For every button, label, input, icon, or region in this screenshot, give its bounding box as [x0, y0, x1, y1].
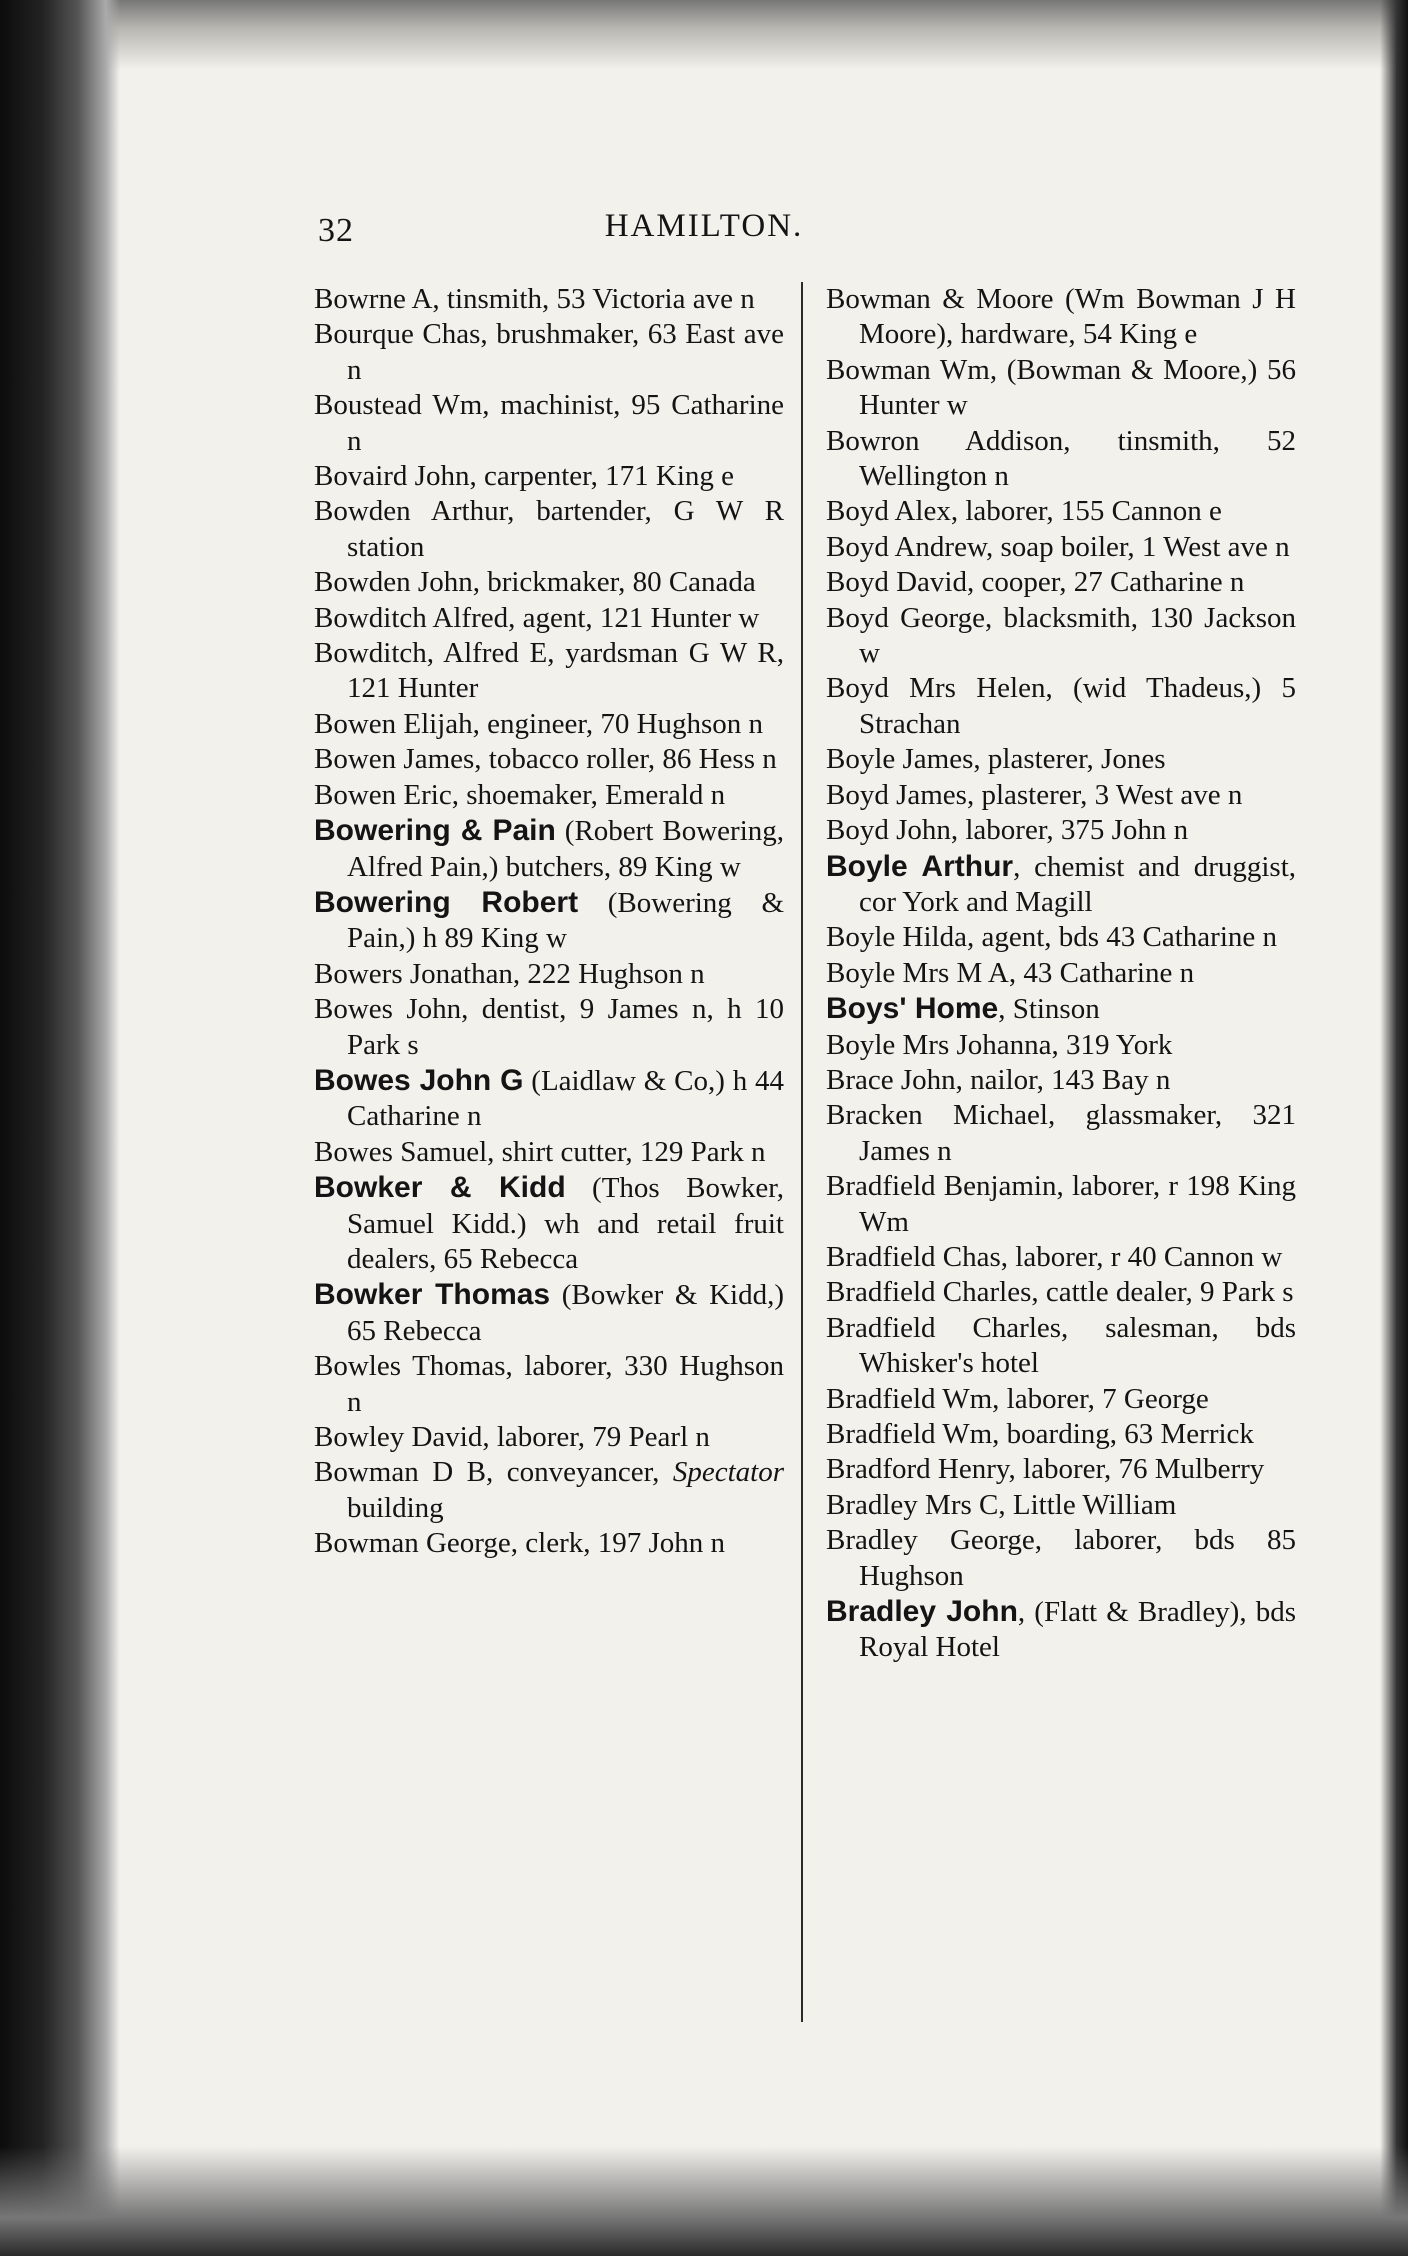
directory-entry [314, 1420, 784, 1455]
running-head: HAMILTON. [604, 208, 804, 244]
entry-text: Bowditch Alfred, agent, 121 Hunter w [314, 601, 760, 634]
directory-entry [314, 317, 784, 388]
entry-text: Boustead Wm, machinist, 95 Catharine n [314, 389, 784, 457]
entry-text: Bowen Eric, shoemaker, Emerald n [314, 778, 726, 811]
entry-text: Bradfield Charles, salesman, bds Whisker's hotel [826, 1311, 1296, 1380]
entry-text: Boyd Alex, laborer, 155 Cannon e [826, 495, 1222, 528]
directory-entry [826, 1417, 1296, 1452]
directory-entry [314, 565, 784, 600]
directory-entry [314, 282, 784, 317]
entry-text: Bradfield Chas, laborer, r 40 Cannon w [826, 1240, 1283, 1273]
entry-name-bold: Boys' Home [826, 992, 999, 1026]
directory-entry [826, 1523, 1296, 1594]
entry-text: , Stinson [998, 993, 1100, 1026]
entry-text: Bowles Thomas, laborer, 330 Hughson n [314, 1350, 784, 1418]
directory-entry [826, 530, 1296, 565]
scan-left-edge [0, 0, 120, 2256]
entry-text-italic: Spectator [672, 1456, 784, 1489]
directory-entry [826, 813, 1296, 848]
entry-text: Bradley Mrs C, Little William [826, 1488, 1177, 1521]
entry-text: Boyd John, laborer, 375 John n [826, 814, 1189, 847]
entry-name-bold: Bowering & Pain [314, 814, 556, 848]
entry-text: Bowes John, dentist, 9 James n, h 10 Park s [314, 993, 784, 1061]
entry-text: Bracken Michael, glassmaker, 321 James n [826, 1099, 1296, 1167]
scan-bottom-edge [0, 2146, 1408, 2256]
entry-text: Bowman George, clerk, 197 John n [314, 1527, 726, 1560]
directory-entry [826, 1452, 1296, 1487]
directory-entry [314, 459, 784, 494]
entry-text: Bowron Addison, tinsmith, 52 Wellington n [826, 424, 1296, 493]
directory-entry [314, 957, 784, 992]
directory-entry [826, 778, 1296, 813]
directory-entry [826, 742, 1296, 777]
directory-entry [314, 601, 784, 636]
directory-entry [314, 494, 784, 565]
entry-text: Boyle Hilda, agent, bds 43 Catharine n [826, 921, 1278, 954]
entry-text: Bourque Chas, brushmaker, 63 East ave n [314, 318, 784, 386]
directory-entry [826, 353, 1296, 424]
entry-text: Boyd James, plasterer, 3 West ave n [826, 778, 1243, 811]
directory-entry [314, 636, 784, 707]
directory-entry [314, 1063, 784, 1135]
entry-text: Boyd David, cooper, 27 Catharine n [826, 566, 1245, 599]
directory-entry [826, 424, 1296, 495]
entry-text: Boyle James, plasterer, Jones [826, 743, 1166, 776]
entry-text: (Robert Bowering, Alfred Pain,) butchers, 89 King w [347, 815, 784, 883]
directory-entry [826, 1028, 1296, 1063]
entry-text: Bradfield Wm, boarding, 63 Merrick [826, 1418, 1254, 1450]
directory-entry [826, 849, 1296, 921]
directory-entry [826, 282, 1296, 353]
directory-entry [826, 1275, 1296, 1310]
entry-text: Bowden Arthur, bartender, G W R station [314, 495, 784, 563]
directory-entry [314, 742, 784, 777]
directory-entry [826, 601, 1296, 672]
directory-entry [314, 992, 784, 1063]
scan-right-edge [1380, 0, 1408, 2256]
entry-text: Bradfield Benjamin, laborer, r 198 King Wm [826, 1170, 1296, 1238]
directory-entry [826, 1240, 1296, 1275]
entry-text: Bowden John, brickmaker, 80 Canada [314, 566, 756, 599]
entry-text: Bowen Elijah, engineer, 70 Hughson n [314, 707, 764, 740]
entry-text: Bowers Jonathan, 222 Hughson n [314, 957, 705, 990]
entry-text: (Thos Bowker, Samuel Kidd.) wh and retail fruit dealers, 65 Rebecca [347, 1172, 785, 1275]
entry-text: , (Flatt & Bradley), bds Royal Hotel [859, 1596, 1296, 1664]
entry-text: Boyle Mrs M A, 43 Catharine n [826, 956, 1195, 989]
entry-text: , chemist and druggist, cor York and Magill [859, 850, 1296, 918]
entry-text: Bowman & Moore (Wm Bowman J H Moore), hardware, 54 King e [826, 283, 1296, 351]
page-number: 32 [318, 212, 354, 249]
entry-name-bold: Bowes John G [314, 1063, 524, 1097]
directory-entry [826, 565, 1296, 600]
directory-entry [826, 494, 1296, 529]
directory-entry [314, 778, 784, 813]
directory-entry [314, 388, 784, 459]
directory-entry [826, 1098, 1296, 1169]
entry-text: Boyd George, blacksmith, 130 Jackson w [826, 601, 1296, 670]
right-column [826, 282, 1296, 1666]
directory-entry [314, 1349, 784, 1420]
entry-name-bold: Bowker Thomas [314, 1278, 551, 1312]
column-rule [801, 282, 803, 2022]
directory-entry [314, 1170, 784, 1277]
entry-text: Bradford Henry, laborer, 76 Mulberry [826, 1453, 1265, 1486]
entry-text: (Bowker & Kidd,) 65 Rebecca [347, 1279, 784, 1347]
directory-entry [826, 671, 1296, 742]
entry-text: Boyle Mrs Johanna, 319 York [826, 1028, 1173, 1061]
directory-entry [314, 1277, 784, 1349]
entry-text: Bradley George, laborer, bds 85 Hughson [826, 1524, 1296, 1592]
entry-text: Bowen James, tobacco roller, 86 Hess n [314, 743, 777, 776]
directory-entry [826, 956, 1296, 991]
entry-text-continued: building [347, 1491, 444, 1524]
directory-entry [314, 1135, 784, 1170]
directory-entry [826, 1594, 1296, 1666]
entry-text: Brace John, nailor, 143 Bay n [826, 1063, 1171, 1096]
entry-text: (Laidlaw & Co,) h 44 Catharine n [347, 1064, 785, 1133]
directory-entry [826, 1311, 1296, 1382]
entry-text: Bowditch, Alfred E, yardsman G W R, 121 Hunter [314, 637, 784, 705]
entry-text: Bowes Samuel, shirt cutter, 129 Park n [314, 1135, 766, 1168]
directory-entry [826, 991, 1296, 1027]
directory-entry [314, 707, 784, 742]
directory-entry [826, 920, 1296, 955]
entry-name-bold: Boyle Arthur [826, 849, 1014, 883]
entry-name-bold: Bowering Robert [314, 885, 579, 919]
entry-text: Bowley David, laborer, 79 Pearl n [314, 1421, 710, 1453]
left-column [314, 282, 784, 1562]
directory-entry [314, 813, 784, 885]
directory-entry [826, 1488, 1296, 1523]
entry-text: (Bowering & Pain,) h 89 King w [347, 886, 785, 955]
directory-entry [826, 1063, 1296, 1098]
entry-text: Bowman Wm, (Bowman & Moore,) 56 Hunter w [826, 353, 1296, 422]
directory-entry [826, 1382, 1296, 1417]
entry-text: Bowman D B, conveyancer, [314, 1456, 673, 1489]
entry-text: Bradfield Charles, cattle dealer, 9 Park s [826, 1276, 1294, 1309]
directory-entry [314, 1526, 784, 1561]
entry-text: Bradfield Wm, laborer, 7 George [826, 1382, 1209, 1415]
directory-entry [314, 1455, 784, 1526]
entry-text: Boyd Andrew, soap boiler, 1 West ave n [826, 530, 1290, 563]
entry-text: Boyd Mrs Helen, (wid Thadeus,) 5 Strachan [826, 672, 1296, 740]
entry-text: Bovaird John, carpenter, 171 King e [314, 460, 735, 493]
entry-name-bold: Bowker & Kidd [314, 1171, 566, 1205]
entry-name-bold: Bradley John [826, 1595, 1018, 1629]
scan-top-edge [0, 0, 1408, 70]
entry-text: Bowrne A, tinsmith, 53 Victoria ave n [314, 283, 755, 315]
directory-entry [826, 1169, 1296, 1240]
directory-entry [314, 885, 784, 957]
